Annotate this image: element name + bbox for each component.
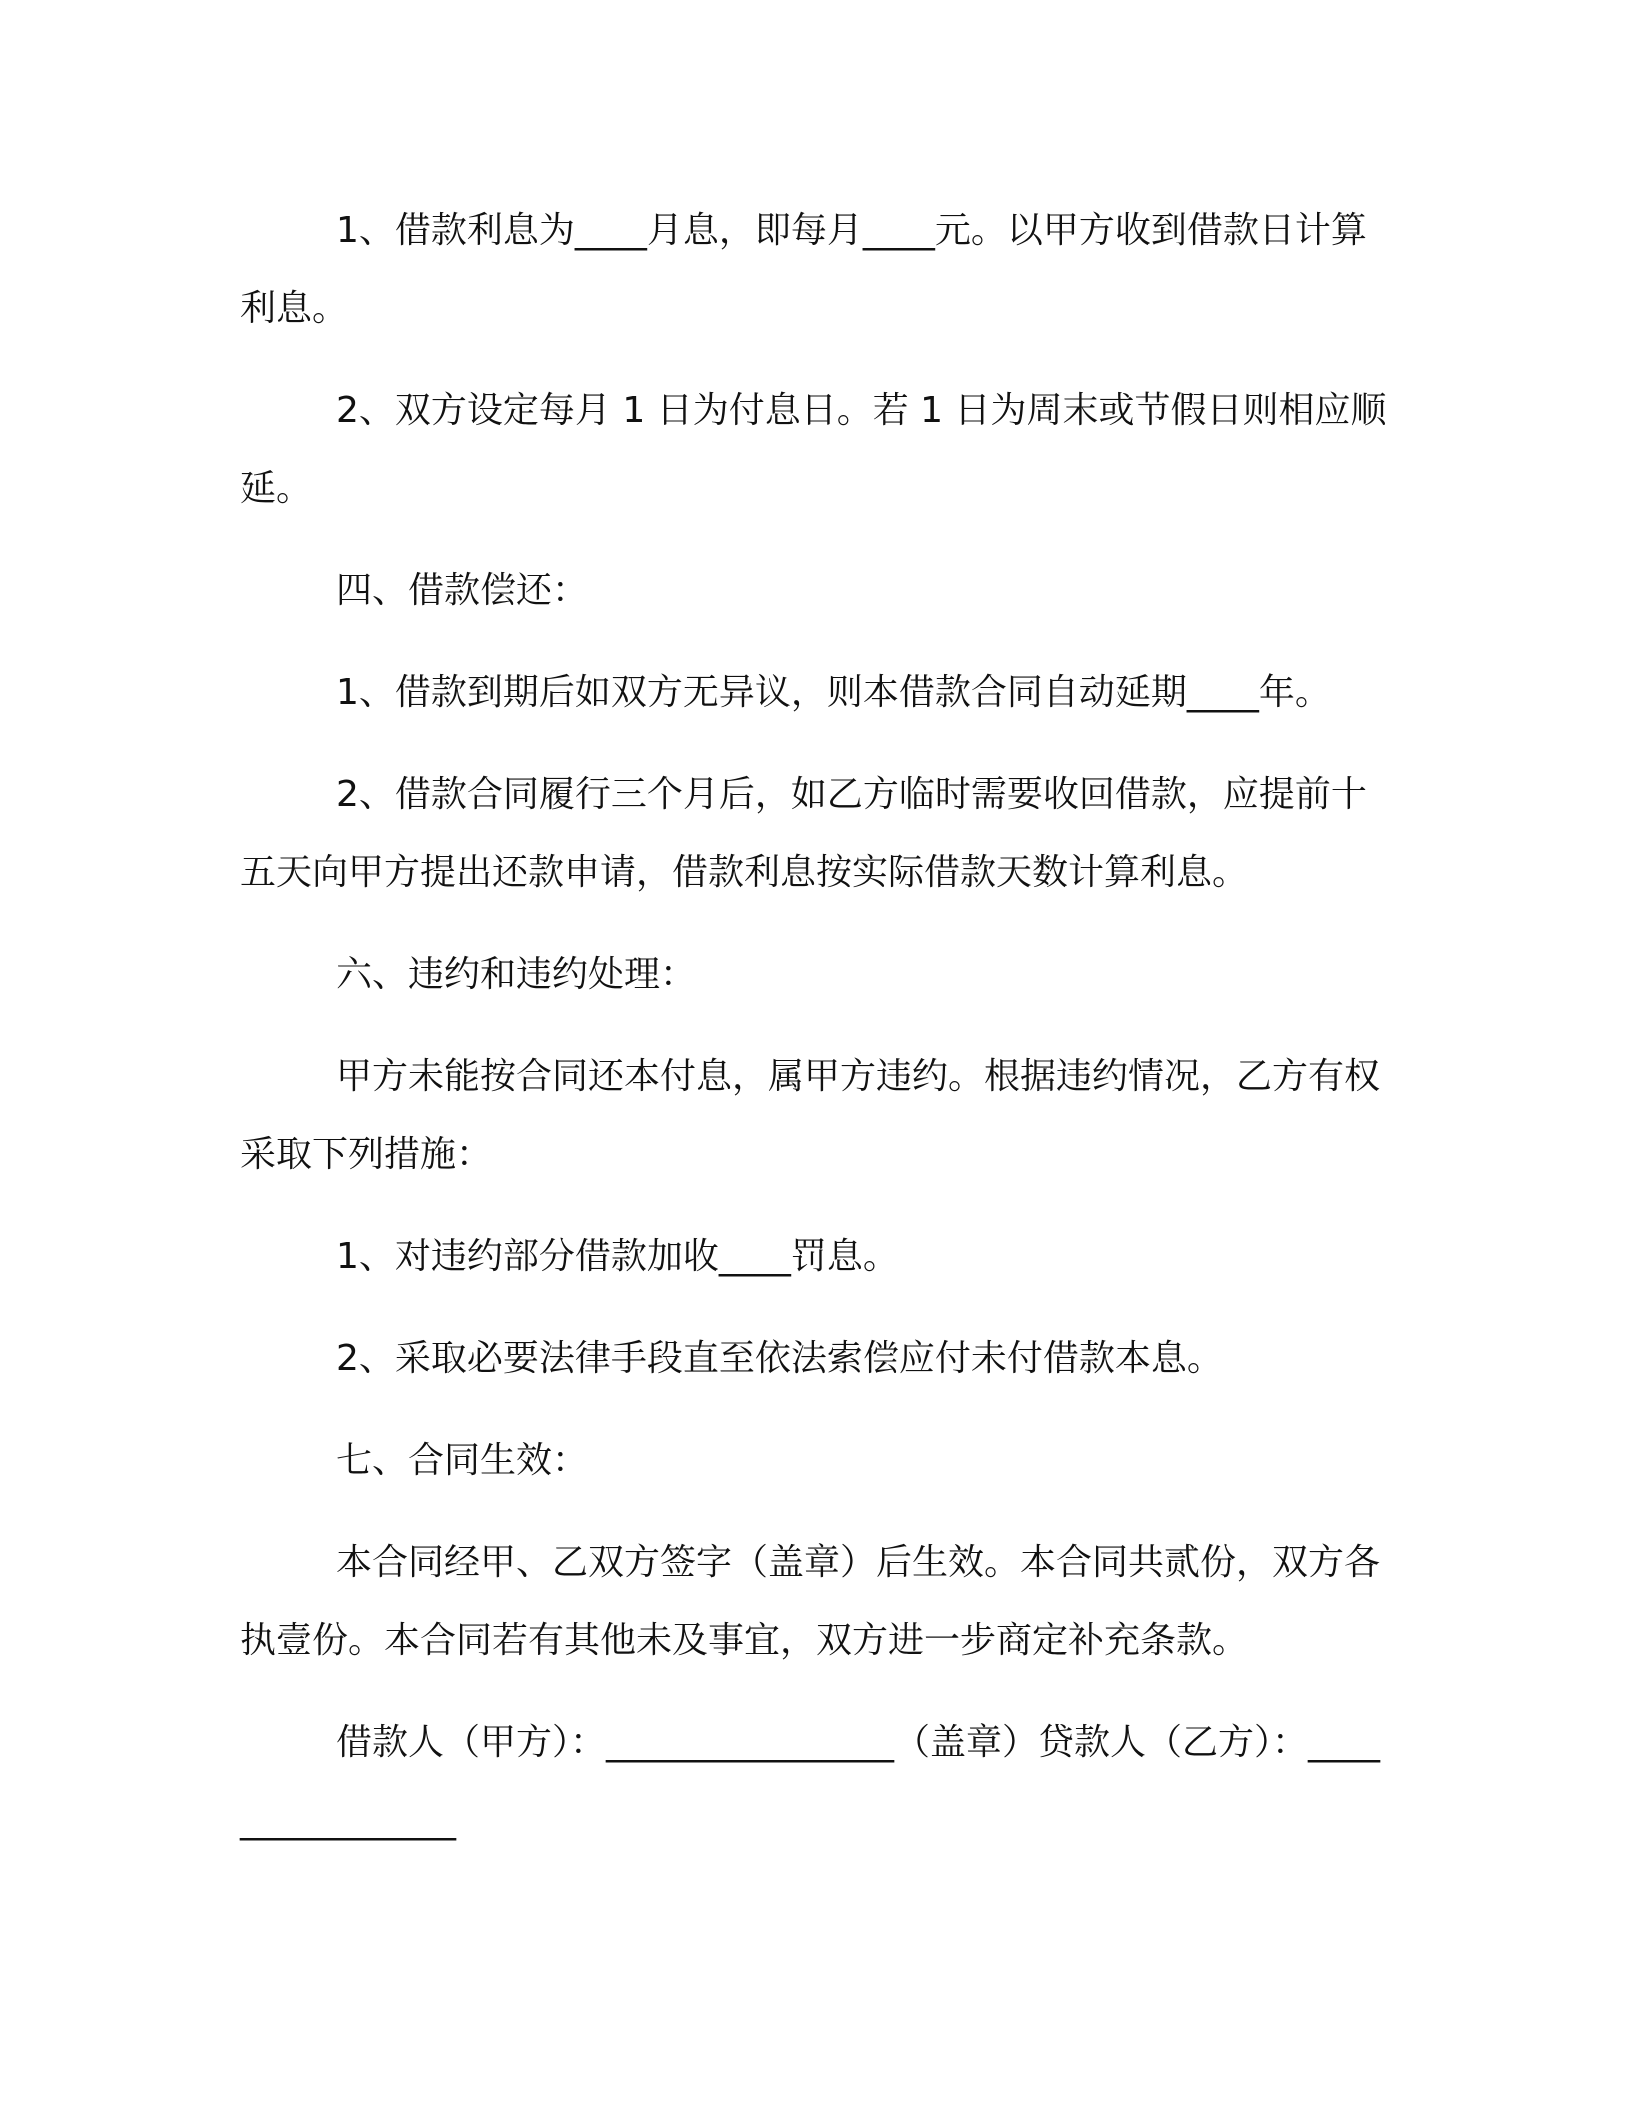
section-heading-repayment: 四、借款偿还： <box>336 570 589 611</box>
paragraph-legal-action: 2、采取必要法律手段直至依法索偿应付未付借款本息。 <box>336 1338 1223 1379</box>
paragraph-interest-date: 2、双方设定每月 1 日为付息日。若 1 日为周末或节假日则相应顺延。 <box>240 390 1387 509</box>
paragraph-breach-measures: 甲方未能按合同还本付息，属甲方违约。根据违约情况，乙方有权采取下列措施： <box>240 1056 1381 1175</box>
section-heading-effectiveness: 七、合同生效： <box>336 1440 589 1481</box>
document-body <box>240 192 1392 1884</box>
paragraph-interest-rate: 1、借款利息为____月息，即每月____元。以甲方收到借款日计算利息。 <box>240 210 1367 329</box>
paragraph-early-recall: 2、借款合同履行三个月后，如乙方临时需要收回借款，应提前十五天向甲方提出还款申请，借款利息按实际借款天数计算利息。 <box>240 774 1367 893</box>
paragraph-effectiveness: 本合同经甲、乙双方签字（盖章）后生效。本合同共贰份，双方各执壹份。本合同若有其他未及事宜，双方进一步商定补充条款。 <box>240 1542 1381 1661</box>
paragraph-penalty-interest: 1、对违约部分借款加收____罚息。 <box>336 1236 899 1277</box>
paragraph-auto-extension: 1、借款到期后如双方无异议，则本借款合同自动延期____年。 <box>336 672 1331 713</box>
signature-line: 借款人（甲方）：________________（盖章）贷款人（乙方）：________________ <box>240 1722 1381 1841</box>
section-heading-breach: 六、违约和违约处理： <box>336 954 697 995</box>
